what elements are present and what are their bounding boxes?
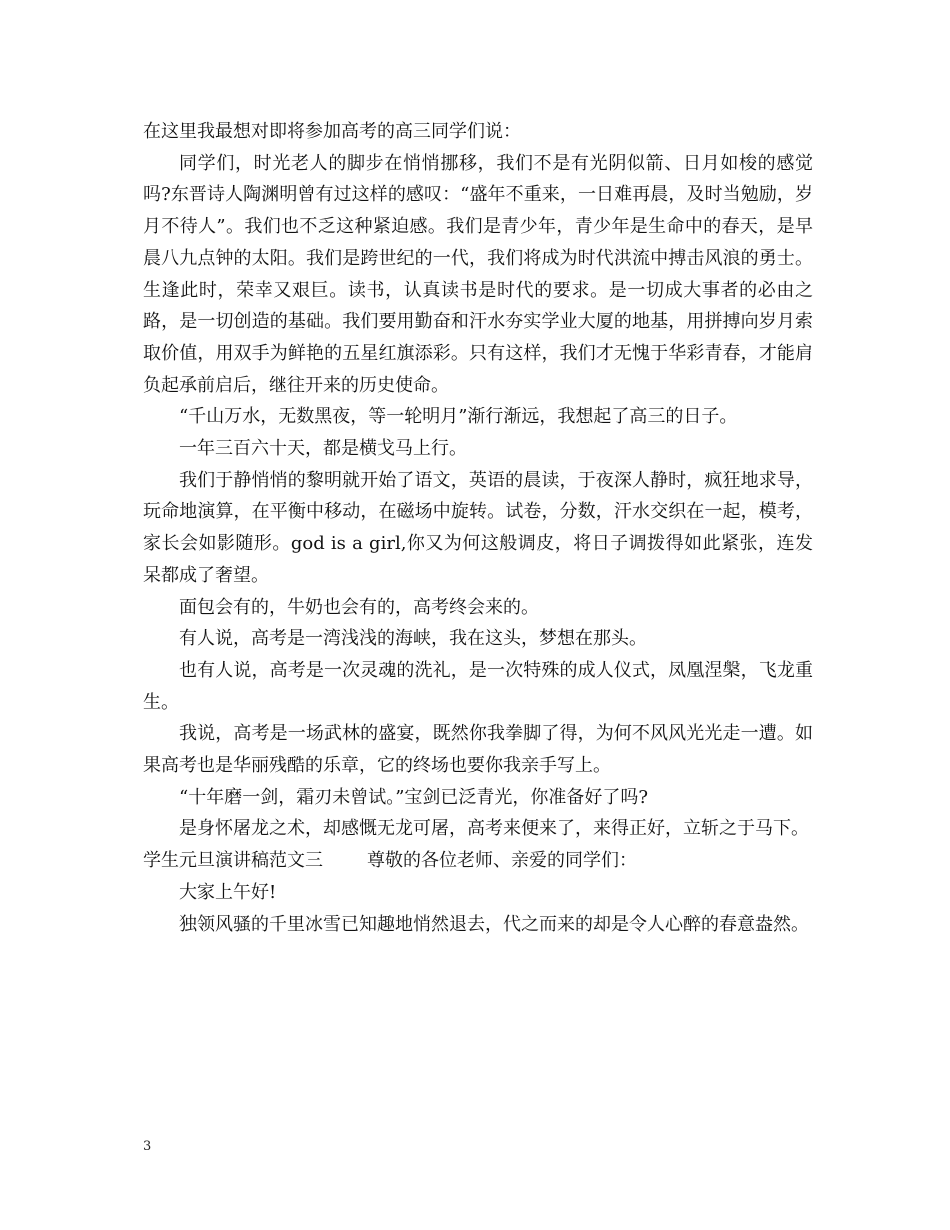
salutation: 尊敬的各位老师、亲爱的同学们： — [367, 850, 637, 872]
paragraph: 有人说，高考是一湾浅浅的海峡，我在这头，梦想在那头。 — [179, 628, 647, 650]
page-number: 3 — [143, 1139, 152, 1154]
paragraph: 独领风骚的千里冰雪已知趣地悄然退去，代之而来的却是令人心醉的春意盎然。 — [179, 913, 809, 935]
section-title: 学生元旦演讲稿范文三 — [143, 850, 323, 872]
document-body — [143, 116, 813, 940]
paragraph: 大家上午好! — [179, 881, 277, 903]
paragraph: 我说，高考是一场武林的盛宴，既然你我拳脚了得，为何不风风光光走一遭。如果高考也是华丽残酷的乐章，它的终场也要你我亲手写上。 — [143, 723, 813, 777]
paragraph: 一年三百六十天，都是横戈马上行。 — [179, 438, 467, 460]
paragraph: 同学们，时光老人的脚步在悄悄挪移，我们不是有光阴似箭、日月如梭的感觉吗?东晋诗人陶渊明曾有过这样的感叹：“盛年不重来，一日难再晨，及时当勉励，岁月不待人”。我们也不乏这种紧迫感。我们是青少年，青少年是生命中的春天，是早晨八九点钟的太阳。我们是跨世纪的一代，我们将成为时代洪流中搏击风浪的勇士。生逢此时，荣幸又艰巨。读书，认真读书是时代的要求。是一切成大事者的必由之路，是一切创造的基础。我们要用勤奋和汗水夯实学业大厦的地基，用拼搏向岁月索取价值，用双手为鲜艳的五星红旗添彩。只有这样，我们才无愧于华彩青春，才能肩负起承前启后，继往开来的历史使命。 — [143, 152, 813, 396]
paragraph: 在这里我最想对即将参加高考的高三同学们说： — [143, 121, 521, 142]
paragraph: 是身怀屠龙之术，却感慨无龙可屠，高考来便来了，来得正好，立斩之于马下。 — [179, 818, 809, 840]
paragraph: 也有人说，高考是一次灵魂的洗礼，是一次特殊的成人仪式，凤凰涅槃，飞龙重生。 — [143, 659, 813, 713]
section-heading-line — [143, 845, 813, 877]
paragraph: “十年磨一剑，霜刃未曾试。”宝剑已泛青光，你准备好了吗? — [179, 786, 649, 808]
paragraph: 我们于静悄悄的黎明就开始了语文，英语的晨读，于夜深人静时，疯狂地求导，玩命地演算，在平衡中移动，在磁场中旋转。试卷，分数，汗水交织在一起，模考，家长会如影随形。god is a girl,你又为何这般调皮，将日子调拨得如此紧张，连发呆都成了奢望。 — [143, 469, 813, 586]
paragraph: “千山万水，无数黑夜，等一轮明月”渐行渐远，我想起了高三的日子。 — [179, 406, 738, 428]
paragraph: 面包会有的，牛奶也会有的，高考终会来的。 — [179, 596, 539, 618]
